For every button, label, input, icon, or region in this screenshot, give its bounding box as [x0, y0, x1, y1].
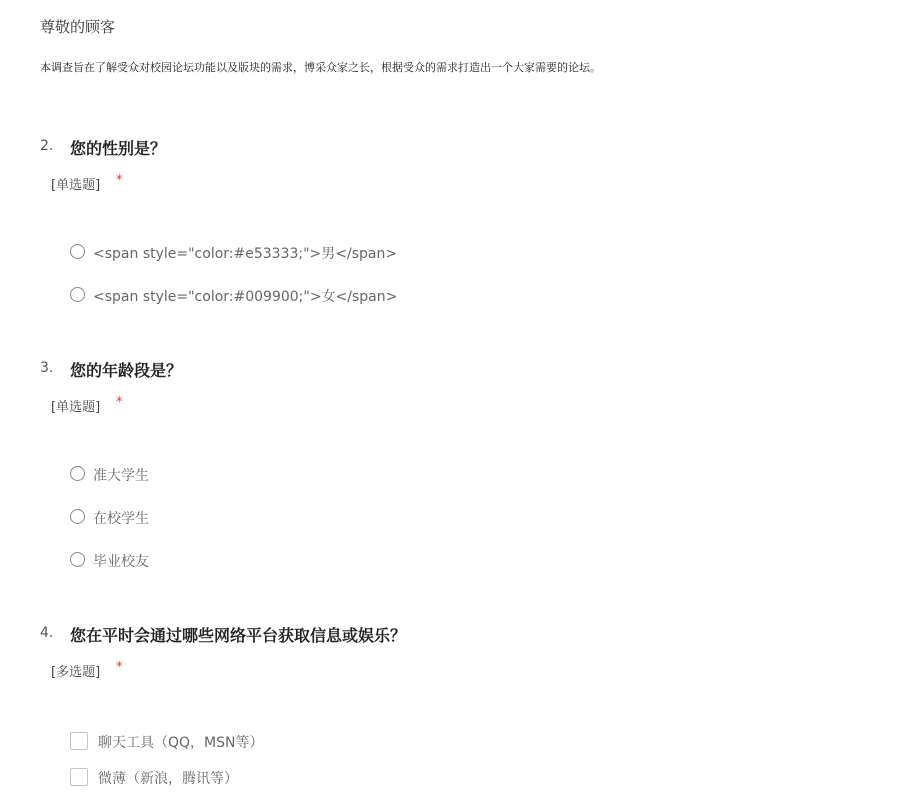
question-number: 4.	[40, 625, 54, 641]
radio-button[interactable]	[70, 509, 85, 524]
survey-greeting: 尊敬的顾客	[40, 18, 116, 36]
question-type-label: [多选题]	[51, 665, 101, 680]
checkbox[interactable]	[70, 768, 88, 786]
required-asterisk: *	[116, 660, 123, 675]
question-title: 您在平时会通过哪些网络平台获取信息或娱乐？	[70, 626, 407, 645]
option-platform-chat-tools[interactable]	[70, 732, 310, 752]
survey-intro: 本调查旨在了解受众对校园论坛功能以及版块的需求，博采众家之长，根据受众的需求打造出一个大家需要的论坛。	[40, 61, 601, 74]
checkbox[interactable]	[70, 732, 88, 750]
option-gender-female[interactable]	[70, 286, 398, 306]
question-type-label: [单选题]	[51, 400, 101, 415]
option-platform-microblog[interactable]	[70, 768, 310, 788]
option-label: <span style="color:#009900;">女</span>	[93, 289, 398, 305]
question-title: 您的性别是？	[70, 139, 167, 158]
question-title: 您的年龄段是？	[70, 361, 183, 380]
option-label: 在校学生	[93, 511, 149, 527]
radio-button[interactable]	[70, 287, 85, 302]
required-asterisk: *	[116, 173, 123, 188]
option-label: 聊天工具（QQ，MSN等）	[98, 735, 264, 751]
option-age-prospective[interactable]	[70, 465, 210, 485]
option-label: 毕业校友	[93, 554, 149, 570]
question-number: 2.	[40, 138, 54, 154]
option-label: 微薄（新浪，腾讯等）	[98, 771, 238, 787]
option-age-current-student[interactable]	[70, 508, 210, 528]
radio-button[interactable]	[70, 466, 85, 481]
option-gender-male[interactable]	[70, 243, 398, 263]
option-age-alumni[interactable]	[70, 551, 210, 571]
required-asterisk: *	[116, 395, 123, 410]
question-number: 3.	[40, 360, 54, 376]
radio-button[interactable]	[70, 552, 85, 567]
radio-button[interactable]	[70, 244, 85, 259]
option-label: 准大学生	[93, 468, 149, 484]
question-type-label: [单选题]	[51, 178, 101, 193]
option-label: <span style="color:#e53333;">男</span>	[93, 246, 398, 262]
